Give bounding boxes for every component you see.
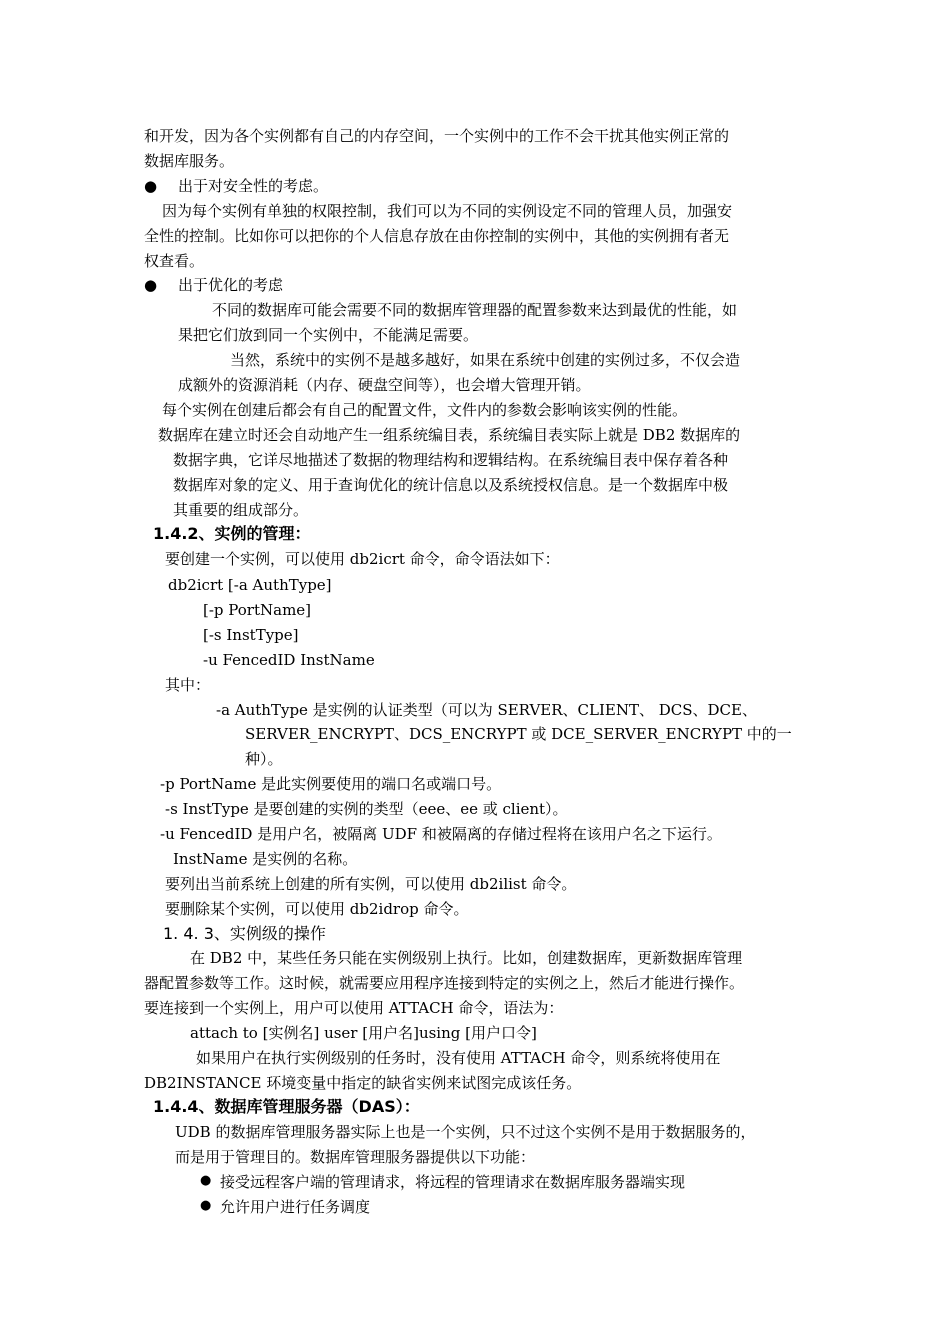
param-desc: -s InstType 是要创建的实例的类型（eee、ee 或 client）。 <box>165 800 568 818</box>
body-text: 而是用于管理目的。数据库管理服务器提供以下功能： <box>175 1148 536 1166</box>
bullet-icon: ● <box>144 177 158 195</box>
code-line: [-p PortName] <box>203 601 312 619</box>
body-text: 要连接到一个实例上，用户可以使用 ATTACH 命令，语法为： <box>144 999 564 1017</box>
body-text: 和开发，因为各个实例都有自己的内存空间，一个实例中的工作不会干扰其他实例正常的 <box>144 127 730 145</box>
body-text: 数据库对象的定义、用于查询优化的统计信息以及系统授权信息。是一个数据库中极 <box>173 476 729 494</box>
code-line: attach to [实例名] user [用户名]using [用户口令] <box>190 1024 537 1042</box>
body-text: 当然，系统中的实例不是越多越好，如果在系统中创建的实例过多，不仅会造 <box>230 351 741 369</box>
body-text: 在 DB2 中，某些任务只能在实例级别上执行。比如，创建数据库，更新数据库管理 <box>190 949 743 967</box>
bullet-icon: ● <box>200 1173 212 1188</box>
body-text: 不同的数据库可能会需要不同的数据库管理器的配置参数来达到最优的性能，如 <box>212 301 738 319</box>
code-line: [-s InstType] <box>203 626 299 644</box>
code-line: db2icrt [-a AuthType] <box>168 576 332 594</box>
param-desc: -p PortName 是此实例要使用的端口名或端口号。 <box>160 775 502 793</box>
body-text: 器配置参数等工作。这时候，就需要应用程序连接到特定的实例之上，然后才能进行操作。 <box>144 974 745 992</box>
param-desc: -a AuthType 是实例的认证类型（可以为 SERVER、CLIENT、 DCS、DCE、 <box>216 701 757 719</box>
body-text: 数据库服务。 <box>144 152 235 170</box>
param-desc: SERVER_ENCRYPT、DCS_ENCRYPT 或 DCE_SERVER_ENCRYPT 中的一 <box>245 725 792 743</box>
body-text: DB2INSTANCE 环境变量中指定的缺省实例来试图完成该任务。 <box>144 1074 582 1092</box>
body-text: 要列出当前系统上创建的所有实例，可以使用 db2ilist 命令。 <box>165 875 577 893</box>
body-text: 其中： <box>165 676 211 694</box>
body-text: 因为每个实例有单独的权限控制，我们可以为不同的实例设定不同的管理人员，加强安 <box>162 202 733 220</box>
body-text: 要创建一个实例，可以使用 db2icrt 命令，命令语法如下： <box>165 550 560 568</box>
body-text: 每个实例在创建后都会有自己的配置文件，文件内的参数会影响该实例的性能。 <box>162 401 688 419</box>
param-desc: 种）。 <box>245 750 283 768</box>
body-text: 要删除某个实例，可以使用 db2idrop 命令。 <box>165 900 469 918</box>
section-heading: 1.4.4、数据库管理服务器（DAS）： <box>153 1097 420 1116</box>
body-text: 数据字典，它详尽地描述了数据的物理结构和逻辑结构。在系统编目表中保存着各种 <box>173 451 729 469</box>
bullet-text: 允许用户进行任务调度 <box>220 1198 371 1216</box>
bullet-icon: ● <box>144 276 158 294</box>
section-heading: 1. 4. 3、实例级的操作 <box>163 924 326 943</box>
body-text: 数据库在建立时还会自动地产生一组系统编目表，系统编目表实际上就是 DB2 数据库的 <box>158 426 741 444</box>
body-text: 全性的控制。比如你可以把你的个人信息存放在由你控制的实例中，其他的实例拥有者无 <box>144 227 730 245</box>
bullet-text: 出于优化的考虑 <box>178 276 284 294</box>
bullet-text: 出于对安全性的考虑。 <box>178 177 329 195</box>
param-desc: -u FencedID 是用户名，被隔离 UDF 和被隔离的存储过程将在该用户名之下运行。 <box>160 825 722 843</box>
body-text: 权查看。 <box>144 252 205 270</box>
body-text: 果把它们放到同一个实例中，不能满足需要。 <box>178 326 479 344</box>
param-desc: InstName 是实例的名称。 <box>173 850 358 868</box>
body-text: 其重要的组成部分。 <box>173 501 309 519</box>
body-text: 如果用户在执行实例级别的任务时，没有使用 ATTACH 命令，则系统将使用在 <box>196 1049 721 1067</box>
bullet-icon: ● <box>200 1198 212 1213</box>
code-line: -u FencedID InstName <box>203 651 375 669</box>
body-text: 成额外的资源消耗（内存、硬盘空间等），也会增大管理开销。 <box>178 376 591 394</box>
section-heading: 1.4.2、实例的管理： <box>153 524 311 543</box>
body-text: UDB 的数据库管理服务器实际上也是一个实例，只不过这个实例不是用于数据服务的， <box>175 1123 756 1141</box>
bullet-text: 接受远程客户端的管理请求，将远程的管理请求在数据库服务器端实现 <box>220 1173 686 1191</box>
